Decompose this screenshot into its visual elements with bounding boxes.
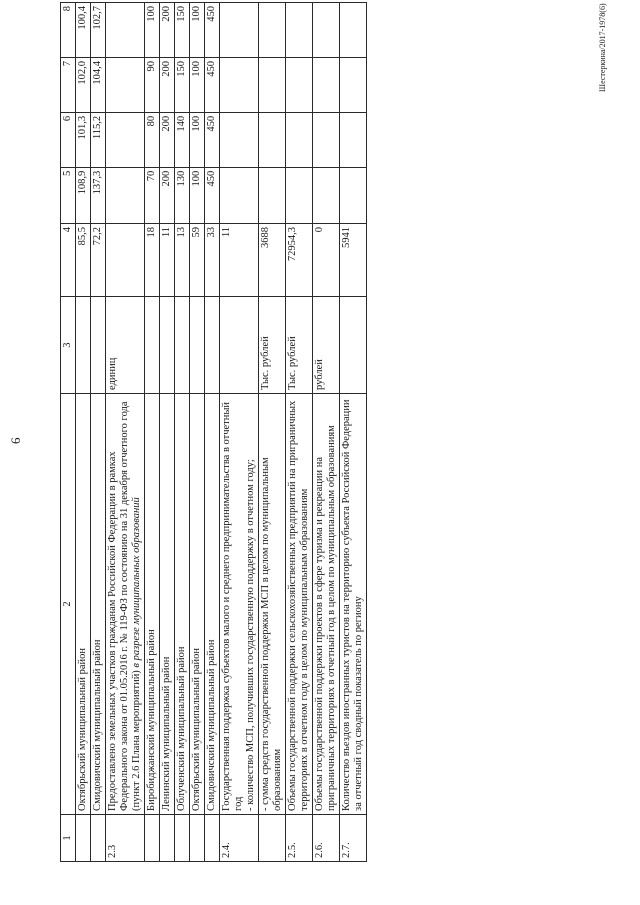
value-cell: 100 <box>190 57 205 112</box>
page-number: 6 <box>8 437 23 444</box>
row-number: 2.7. <box>340 814 367 861</box>
row-label <box>220 393 259 814</box>
header-cell: 3 <box>61 297 76 394</box>
table-row <box>190 3 205 862</box>
table-row <box>205 3 220 862</box>
value-cell: 450 <box>205 167 220 223</box>
value-cell: 3688 <box>259 223 286 296</box>
table-row <box>259 3 286 862</box>
row-label: Ленинский муниципальный район <box>160 393 175 814</box>
value-cell: 200 <box>160 167 175 223</box>
value-cell: 100 <box>190 3 205 58</box>
table-row <box>145 3 160 862</box>
table-row <box>160 3 175 862</box>
header-cell: 5 <box>61 167 76 223</box>
unit-cell: рублей <box>313 297 340 394</box>
unit-cell: Тыс. рублей <box>286 297 313 394</box>
row-label: Облученский муниципальный район <box>175 393 190 814</box>
table-row <box>76 3 91 862</box>
row-label: Октябрьский муниципальный район <box>76 393 91 814</box>
value-cell: 90 <box>145 57 160 112</box>
row-label: Октябрьский муниципальный район <box>190 393 205 814</box>
value-cell: 11 <box>160 223 175 296</box>
row-number: 2.5. <box>286 814 313 861</box>
value-cell: 13 <box>175 223 190 296</box>
table-row <box>91 3 106 862</box>
header-row <box>61 3 76 862</box>
value-cell: 137,3 <box>91 167 106 223</box>
value-cell: 101,3 <box>76 112 91 167</box>
data-table <box>60 2 367 862</box>
value-cell: 104,4 <box>91 57 106 112</box>
value-cell: 200 <box>160 57 175 112</box>
header-cell: 6 <box>61 112 76 167</box>
value-cell: 18 <box>145 223 160 296</box>
value-cell: 11 <box>220 223 259 296</box>
value-cell: 150 <box>175 3 190 58</box>
value-cell: 450 <box>205 3 220 58</box>
header-cell: 8 <box>61 3 76 58</box>
value-cell: 59 <box>190 223 205 296</box>
row-number: 2.6. <box>313 814 340 861</box>
value-cell: 115,2 <box>91 112 106 167</box>
row-label: Смидовичский муниципальный район <box>205 393 220 814</box>
value-cell: 450 <box>205 112 220 167</box>
header-cell: 4 <box>61 223 76 296</box>
value-cell: 100 <box>190 167 205 223</box>
table-row <box>175 3 190 862</box>
header-cell: 1 <box>61 814 76 861</box>
row-label: - сумма средств государственной поддержки МСП в целом по муниципальным образованиям <box>259 393 286 814</box>
value-cell: 102,0 <box>76 57 91 112</box>
row-number: 2.3 <box>106 814 145 861</box>
row-label <box>106 393 145 814</box>
header-cell: 7 <box>61 57 76 112</box>
table-row <box>340 3 367 862</box>
row-label: Объемы государственной поддержки проектов в сфере туризма и рекреации на приграничных территориях в отчетный год в целом по муниципальным образованиям <box>313 393 340 814</box>
value-cell: 100 <box>190 112 205 167</box>
row-label-text: Предоставлено земельных участков гражданам Российской Федерации в рамках Федерального закона от 01.05.2016 г. № 119-ФЗ по состоянию на 31 декабря отчетного года (пункт 2.6 Плана мероприятий) <box>107 401 142 811</box>
value-cell: 85,5 <box>76 223 91 296</box>
row-label: Смидовичский муниципальный район <box>91 393 106 814</box>
value-cell: 150 <box>175 57 190 112</box>
row-label-italic: в разрезе муниципальных образований <box>131 497 142 671</box>
row-label-subtext: - количество МСП, получивших государственную поддержку в отчетном году; <box>245 459 256 811</box>
value-cell: 100 <box>145 3 160 58</box>
value-cell: 140 <box>175 112 190 167</box>
footer-code: Шестеркина/2017-1978(6) <box>598 3 607 92</box>
row-label: Биробиджанский муниципальный район <box>145 393 160 814</box>
value-cell: 102,7 <box>91 3 106 58</box>
value-cell: 108,9 <box>76 167 91 223</box>
value-cell: 70 <box>145 167 160 223</box>
unit-cell: Тыс. рублей <box>259 297 286 394</box>
value-cell: 100,4 <box>76 3 91 58</box>
row-label-text: Государственная поддержка субъектов малого и среднего предпринимательства в отчетный год <box>221 401 244 811</box>
table-row <box>220 3 259 862</box>
value-cell: 72,2 <box>91 223 106 296</box>
header-cell: 2 <box>61 393 76 814</box>
value-cell: 80 <box>145 112 160 167</box>
row-label: Количество въездов иностранных туристов на территорию субъекта Российской Федерации за отчетный год сводный показатель по региону <box>340 393 367 814</box>
value-cell: 33 <box>205 223 220 296</box>
table-row <box>106 3 145 862</box>
value-cell: 200 <box>160 3 175 58</box>
table-row <box>286 3 313 862</box>
unit-cell: единиц <box>106 297 145 394</box>
value-cell: 5941 <box>340 223 367 296</box>
rotated-page <box>8 2 620 862</box>
value-cell: 450 <box>205 57 220 112</box>
value-cell: 0 <box>313 223 340 296</box>
row-label: Объемы государственной поддержки сельскохозяйственных предприятий на приграничных территориях в отчетном году в целом по муниципальным образованиям <box>286 393 313 814</box>
value-cell: 200 <box>160 112 175 167</box>
value-cell: 72954,3 <box>286 223 313 296</box>
value-cell: 130 <box>175 167 190 223</box>
row-number: 2.4. <box>220 814 259 861</box>
table-row <box>313 3 340 862</box>
